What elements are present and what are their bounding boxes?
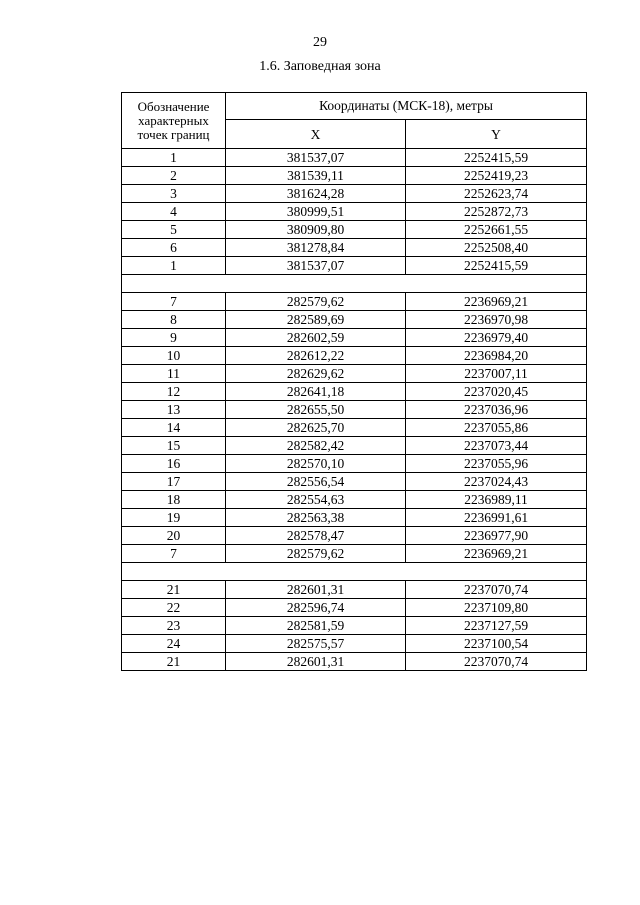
y-coordinate-cell: 2237073,44 [406,437,587,455]
y-coordinate-cell: 2252872,73 [406,203,587,221]
group-separator-row [122,563,587,581]
point-cell: 15 [122,437,226,455]
point-cell: 19 [122,509,226,527]
point-cell: 8 [122,311,226,329]
x-coordinate-cell: 282596,74 [226,599,406,617]
x-coordinate-cell: 282612,22 [226,347,406,365]
point-cell: 7 [122,293,226,311]
point-cell: 1 [122,257,226,275]
point-cell: 18 [122,491,226,509]
y-coordinate-cell: 2252508,40 [406,239,587,257]
point-cell: 10 [122,347,226,365]
table-row [122,311,587,329]
table-row [122,347,587,365]
table-row [122,581,587,599]
point-cell: 21 [122,581,226,599]
point-cell: 3 [122,185,226,203]
x-coordinate-cell: 282625,70 [226,419,406,437]
x-coordinate-cell: 381278,84 [226,239,406,257]
y-coordinate-cell: 2237109,80 [406,599,587,617]
table-row [122,185,587,203]
y-coordinate-cell: 2236969,21 [406,545,587,563]
table-row [122,491,587,509]
point-cell: 13 [122,401,226,419]
y-coordinate-cell: 2236969,21 [406,293,587,311]
table-row [122,653,587,671]
table-row [122,527,587,545]
table-row [122,365,587,383]
x-coordinate-cell: 282655,50 [226,401,406,419]
table-header [122,93,587,149]
y-coordinate-cell: 2237055,86 [406,419,587,437]
y-coordinate-cell: 2236989,11 [406,491,587,509]
y-coordinate-cell: 2252419,23 [406,167,587,185]
x-coordinate-cell: 282629,62 [226,365,406,383]
x-coordinate-cell: 282589,69 [226,311,406,329]
x-coordinate-cell: 282579,62 [226,545,406,563]
x-coordinate-cell: 381539,11 [226,167,406,185]
x-column-header: X [226,120,406,149]
point-cell: 1 [122,149,226,167]
table-row [122,329,587,347]
table-body [122,149,587,671]
table-row [122,473,587,491]
point-cell: 9 [122,329,226,347]
table-row [122,257,587,275]
x-coordinate-cell: 282601,31 [226,653,406,671]
y-coordinate-cell: 2252415,59 [406,257,587,275]
y-coordinate-cell: 2236977,90 [406,527,587,545]
x-coordinate-cell: 282641,18 [226,383,406,401]
y-coordinate-cell: 2252623,74 [406,185,587,203]
point-cell: 12 [122,383,226,401]
separator-cell [122,275,587,293]
table-row [122,383,587,401]
y-coordinate-cell: 2237055,96 [406,455,587,473]
x-coordinate-cell: 381624,28 [226,185,406,203]
point-cell: 16 [122,455,226,473]
table-row [122,509,587,527]
table-row [122,419,587,437]
point-cell: 7 [122,545,226,563]
table-row [122,599,587,617]
x-coordinate-cell: 381537,07 [226,257,406,275]
point-cell: 11 [122,365,226,383]
section-heading: 1.6. Заповедная зона [259,59,381,74]
x-coordinate-cell: 282556,54 [226,473,406,491]
x-coordinate-cell: 282575,57 [226,635,406,653]
x-coordinate-cell: 282563,38 [226,509,406,527]
point-cell: 5 [122,221,226,239]
y-coordinate-cell: 2237100,54 [406,635,587,653]
table-row [122,635,587,653]
coordinates-header: Координаты (МСК-18), метры [226,93,587,120]
y-coordinate-cell: 2252415,59 [406,149,587,167]
point-cell: 21 [122,653,226,671]
point-cell: 17 [122,473,226,491]
y-coordinate-cell: 2237024,43 [406,473,587,491]
table-row [122,455,587,473]
y-coordinate-cell: 2237036,96 [406,401,587,419]
table-row [122,617,587,635]
point-cell: 24 [122,635,226,653]
y-coordinate-cell: 2237007,11 [406,365,587,383]
point-cell: 23 [122,617,226,635]
group-separator-row [122,275,587,293]
y-coordinate-cell: 2237020,45 [406,383,587,401]
x-coordinate-cell: 380999,51 [226,203,406,221]
point-cell: 2 [122,167,226,185]
table-row [122,149,587,167]
table-row [122,239,587,257]
table-row [122,437,587,455]
point-cell: 6 [122,239,226,257]
table-row [122,293,587,311]
y-coordinate-cell: 2252661,55 [406,221,587,239]
x-coordinate-cell: 282579,62 [226,293,406,311]
table-row [122,203,587,221]
x-coordinate-cell: 282582,42 [226,437,406,455]
point-cell: 4 [122,203,226,221]
y-coordinate-cell: 2237127,59 [406,617,587,635]
point-cell: 22 [122,599,226,617]
x-coordinate-cell: 282578,47 [226,527,406,545]
x-coordinate-cell: 380909,80 [226,221,406,239]
point-cell: 20 [122,527,226,545]
x-coordinate-cell: 282601,31 [226,581,406,599]
separator-cell [122,563,587,581]
y-coordinate-cell: 2237070,74 [406,581,587,599]
table-row [122,545,587,563]
x-coordinate-cell: 282554,63 [226,491,406,509]
x-coordinate-cell: 282570,10 [226,455,406,473]
y-coordinate-cell: 2236984,20 [406,347,587,365]
y-column-header: Y [406,120,587,149]
table-row [122,401,587,419]
y-coordinate-cell: 2236970,98 [406,311,587,329]
x-coordinate-cell: 381537,07 [226,149,406,167]
x-coordinate-cell: 282581,59 [226,617,406,635]
x-coordinate-cell: 282602,59 [226,329,406,347]
table-row [122,221,587,239]
table-row [122,167,587,185]
y-coordinate-cell: 2237070,74 [406,653,587,671]
coordinates-table [121,92,587,671]
y-coordinate-cell: 2236979,40 [406,329,587,347]
designation-header: Обозначение характерных точек границ [122,93,226,149]
point-cell: 14 [122,419,226,437]
y-coordinate-cell: 2236991,61 [406,509,587,527]
page-number: 29 [313,35,327,50]
